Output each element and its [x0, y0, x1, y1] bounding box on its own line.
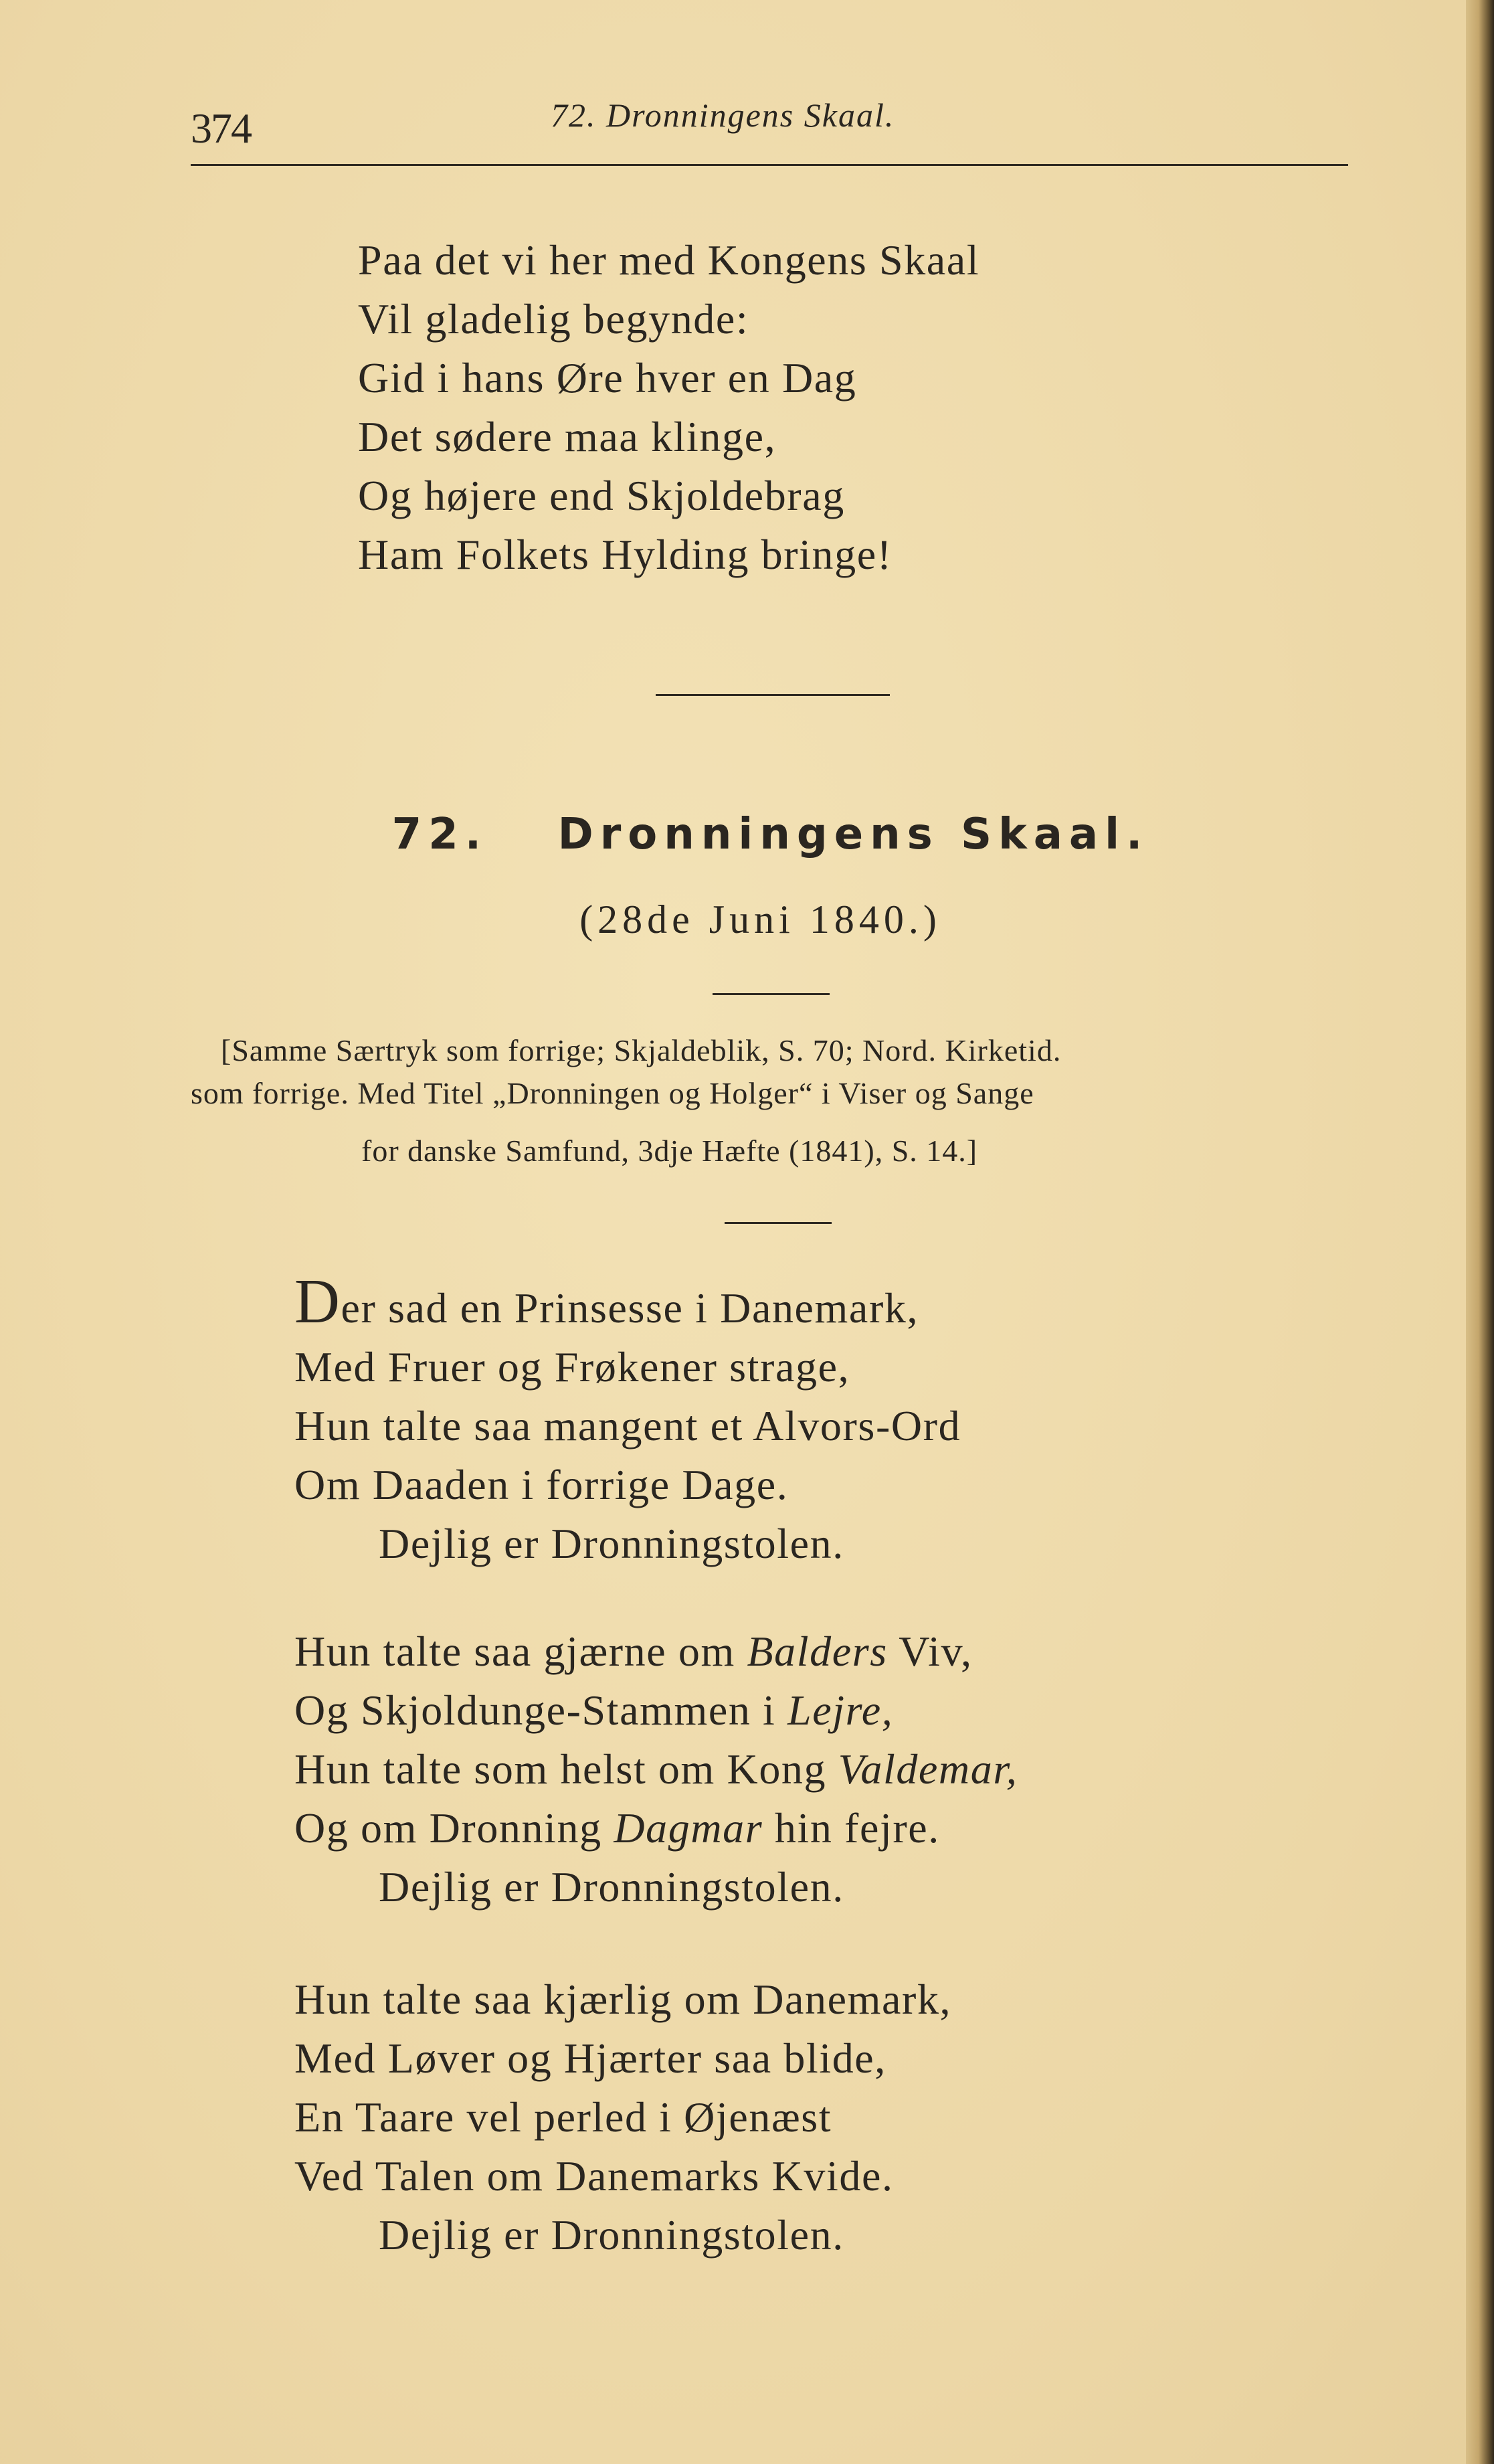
- verse-line: [294, 1681, 1018, 1740]
- verse-line: Hun talte saa kjærlig om Danemark,: [294, 1975, 952, 2023]
- verse-line: [294, 1622, 1018, 1681]
- previous-stanza: [358, 231, 979, 584]
- drop-cap: D: [294, 1267, 341, 1336]
- verse-text: hin fejre.: [763, 1804, 940, 1852]
- verse-italic: Balders: [747, 1627, 888, 1675]
- header-rule: [191, 164, 1348, 166]
- verse-line: Ved Talen om Danemarks Kvide.: [294, 2152, 894, 2200]
- verse-line: [294, 1799, 1018, 1858]
- refrain-line: Dejlig er Dronningstolen.: [379, 2211, 844, 2259]
- verse-text: Hun talte som helst om Kong: [294, 1745, 838, 1793]
- verse-text: Og om Dronning: [294, 1804, 614, 1852]
- refrain-line: Dejlig er Dronningstolen.: [379, 1863, 844, 1911]
- note-divider-bottom: [725, 1222, 832, 1224]
- verse-text: Hun talte saa gjærne om: [294, 1627, 747, 1675]
- page-header: [191, 90, 1348, 171]
- section-divider: [656, 694, 890, 696]
- page-edge: [1466, 0, 1494, 2464]
- verse-italic: Dagmar: [614, 1804, 763, 1852]
- verse-line: En Taare vel perled i Øjenæst: [294, 2093, 832, 2141]
- note-line: som forrige. Med Titel „Dronningen og Holger“ i Viser og Sange: [191, 1076, 1034, 1110]
- verse-line: Paa det vi her med Kongens Skaal: [358, 236, 980, 284]
- verse-line: Hun talte saa mangent et Alvors-Ord: [294, 1402, 961, 1449]
- verse-text: Og Skjoldunge-Stammen i: [294, 1686, 788, 1734]
- song-title-text: Dronningens Skaal.: [557, 810, 1149, 859]
- verse-line: Gid i hans Øre hver en Dag: [358, 354, 857, 402]
- refrain-line: Dejlig er Dronningstolen.: [379, 1520, 844, 1567]
- verse-line: [294, 1267, 961, 1338]
- note-divider-top: [713, 993, 830, 995]
- stanza-3: [294, 1970, 951, 2265]
- verse-italic: Valdemar,: [838, 1745, 1018, 1793]
- verse-line: [294, 1740, 1018, 1799]
- verse-text: er sad en Prinsesse i Danemark,: [341, 1284, 919, 1332]
- page-number: 374: [191, 104, 251, 152]
- note-line: for danske Samfund, 3dje Hæfte (1841), S. 14.]: [361, 1134, 978, 1168]
- song-number: 72.: [391, 810, 488, 859]
- song-date: (28de Juni 1840.): [579, 897, 941, 942]
- verse-line: Ham Folkets Hylding bringe!: [358, 531, 893, 578]
- verse-line: Vil gladelig begynde:: [358, 295, 749, 343]
- note-line: [Samme Særtryk som forrige; Skjaldeblik, S. 70; Nord. Kirketid.: [221, 1033, 1062, 1067]
- stanza-1: [294, 1267, 961, 1573]
- verse-line: Om Daaden i forrige Dage.: [294, 1461, 789, 1508]
- verse-italic: Lejre,: [787, 1686, 894, 1734]
- verse-text: Viv,: [887, 1627, 973, 1675]
- verse-line: Med Fruer og Frøkener strage,: [294, 1343, 850, 1391]
- verse-line: Det sødere maa klinge,: [358, 413, 777, 460]
- verse-line: Med Løver og Hjærter saa blide,: [294, 2034, 886, 2082]
- stanza-2: [294, 1622, 1018, 1917]
- running-head: 72. Dronningens Skaal.: [551, 96, 895, 134]
- verse-line: Og højere end Skjoldebrag: [358, 472, 845, 519]
- song-title: [0, 810, 1494, 859]
